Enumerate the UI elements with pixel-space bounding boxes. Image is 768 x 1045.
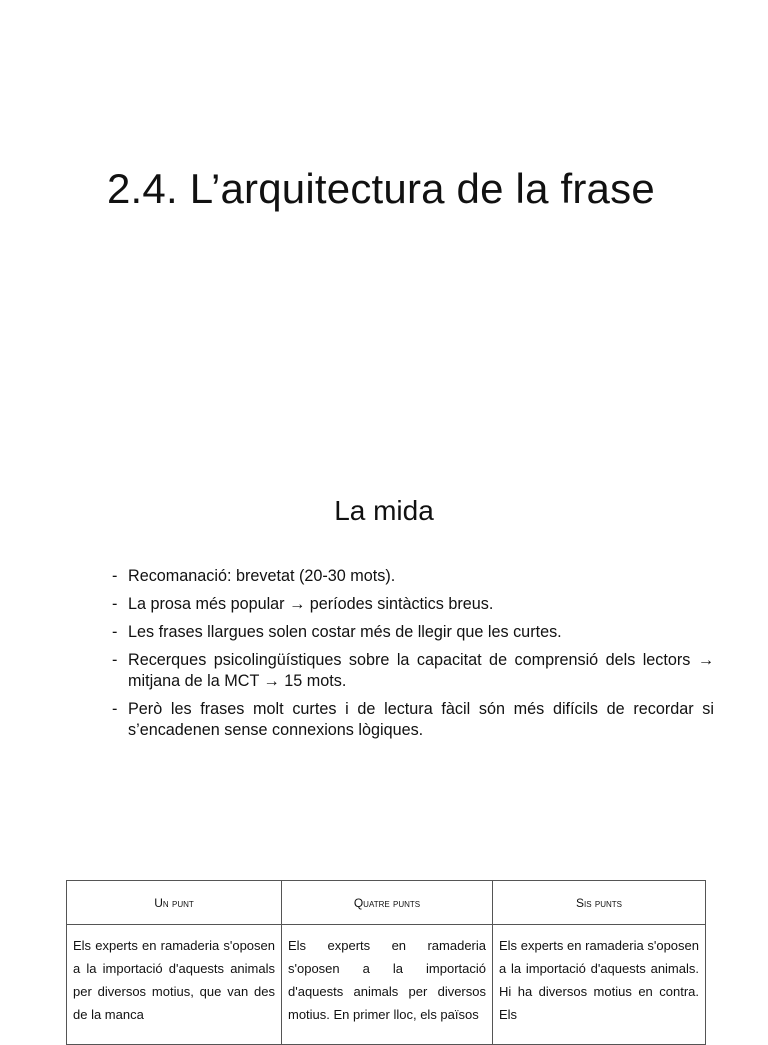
bullet-list	[112, 566, 714, 748]
comparison-table	[66, 880, 706, 1045]
column-header-one-point: Un punt	[67, 881, 282, 925]
bullet-marker: -	[112, 567, 118, 585]
bullet-text: 15 mots.	[279, 672, 347, 690]
bullet-marker: -	[112, 651, 118, 669]
table-cell-six-points: Els experts en ramaderia s'oposen a la importació d'aquests animals. Hi ha diversos motius en contra. Els	[493, 925, 706, 1045]
bullet-marker: -	[112, 623, 118, 641]
bullet-item	[112, 650, 714, 692]
arrow-icon: →	[263, 672, 280, 690]
table-header-row	[67, 881, 706, 925]
bullet-text: períodes sintàctics breus.	[305, 595, 494, 613]
bullet-item	[112, 566, 714, 587]
bullet-text: mitjana de la MCT	[128, 672, 264, 690]
bullet-text: Les frases llargues solen costar més de llegir que les curtes.	[128, 623, 562, 641]
bullet-marker: -	[112, 700, 118, 718]
bullet-item	[112, 594, 714, 615]
bullet-item	[112, 622, 714, 643]
bullet-text: Però les frases molt curtes i de lectura fàcil són més difícils de recordar si s’encadenen sense connexions lògiques.	[128, 700, 714, 739]
table-row	[67, 925, 706, 1045]
column-header-four-points: Quatre punts	[282, 881, 493, 925]
section-heading: La mida	[334, 495, 434, 526]
bullet-text: La prosa més popular	[128, 595, 290, 613]
table-cell-one-point: Els experts en ramaderia s'oposen a la importació d'aquests animals per diversos motius, que van des de la manca	[67, 925, 282, 1045]
table-cell-four-points: Els experts en ramaderia s'oposen a la importació d'aquests animals per diversos motius. En primer lloc, els països	[282, 925, 493, 1045]
column-header-six-points: Sis punts	[493, 881, 706, 925]
slide-title: 2.4. L’arquitectura de la frase	[107, 165, 655, 212]
bullet-marker: -	[112, 595, 118, 613]
bullet-text: Recomanació: brevetat (20-30 mots).	[128, 567, 396, 585]
arrow-icon: →	[289, 595, 306, 613]
bullet-item	[112, 699, 714, 741]
bullet-text: Recerques psicolingüístiques sobre la capacitat de comprensió dels lectors	[128, 651, 698, 669]
arrow-icon: →	[697, 651, 714, 669]
